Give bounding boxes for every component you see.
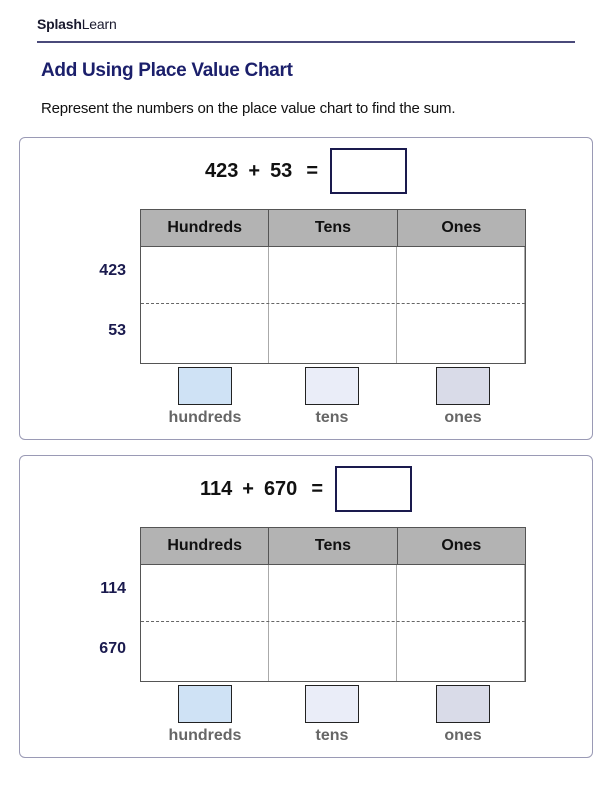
tens-block-icon (305, 685, 359, 723)
hundreds-block-icon (178, 367, 232, 405)
equation (20, 465, 592, 513)
legend-tens (282, 685, 382, 745)
equals-sign: = (311, 477, 323, 500)
row-divider-dashed (141, 303, 525, 304)
ones-block-icon (436, 685, 490, 723)
addend-2: 53 (270, 159, 293, 182)
legend-label: hundreds (168, 409, 242, 426)
legend-label: tens (315, 727, 349, 744)
legend-label: tens (315, 409, 349, 426)
legend-tens (282, 367, 382, 427)
instructions: Represent the numbers on the place value chart to find the sum. (41, 100, 456, 117)
ones-column-cell[interactable] (397, 565, 525, 681)
worksheet-title: Add Using Place Value Chart (41, 60, 293, 81)
answer-box[interactable] (335, 466, 412, 512)
ones-block-icon (436, 367, 490, 405)
row-label-first-addend: 423 (99, 262, 126, 279)
addend-1: 114 (199, 477, 233, 500)
chart-body (140, 247, 526, 364)
place-value-chart (140, 527, 526, 682)
logo-light-text: Learn (81, 16, 117, 32)
chart-header (140, 209, 526, 247)
column-header-hundreds: Hundreds (141, 210, 269, 246)
answer-box[interactable] (330, 148, 407, 194)
column-header-tens: Tens (269, 528, 397, 564)
legend-hundreds (155, 685, 255, 745)
chart-header (140, 527, 526, 565)
hundreds-column-cell[interactable] (141, 247, 269, 363)
column-header-hundreds: Hundreds (141, 528, 269, 564)
header-divider (37, 41, 575, 43)
legend-label: ones (444, 727, 482, 744)
hundreds-block-icon (178, 685, 232, 723)
addend-1: 423 (205, 159, 239, 182)
column-header-tens: Tens (269, 210, 397, 246)
logo-bold-text: Splash (37, 16, 82, 32)
legend-hundreds (155, 367, 255, 427)
row-label-second-addend: 670 (99, 640, 126, 657)
legend-label: ones (444, 409, 482, 426)
splashlearn-logo (37, 16, 117, 32)
column-header-ones: Ones (441, 219, 482, 236)
problem-card-1 (19, 137, 593, 440)
legend-ones (413, 685, 513, 745)
ones-column-cell[interactable] (397, 247, 525, 363)
tens-column-cell[interactable] (269, 565, 397, 681)
plus-sign: + (248, 159, 261, 182)
chart-body (140, 565, 526, 682)
row-label-first-addend: 114 (100, 580, 126, 597)
tens-block-icon (305, 367, 359, 405)
hundreds-column-cell[interactable] (141, 565, 269, 681)
equation (20, 147, 592, 195)
column-header-ones: Ones (441, 537, 482, 554)
row-label-second-addend: 53 (108, 322, 126, 339)
legend-label: hundreds (168, 727, 242, 744)
row-divider-dashed (141, 621, 525, 622)
problem-card-2 (19, 455, 593, 758)
addend-2: 670 (263, 477, 298, 500)
tens-column-cell[interactable] (269, 247, 397, 363)
place-value-chart (140, 209, 526, 364)
legend-ones (413, 367, 513, 427)
plus-sign: + (242, 477, 254, 500)
equals-sign: = (306, 159, 318, 182)
